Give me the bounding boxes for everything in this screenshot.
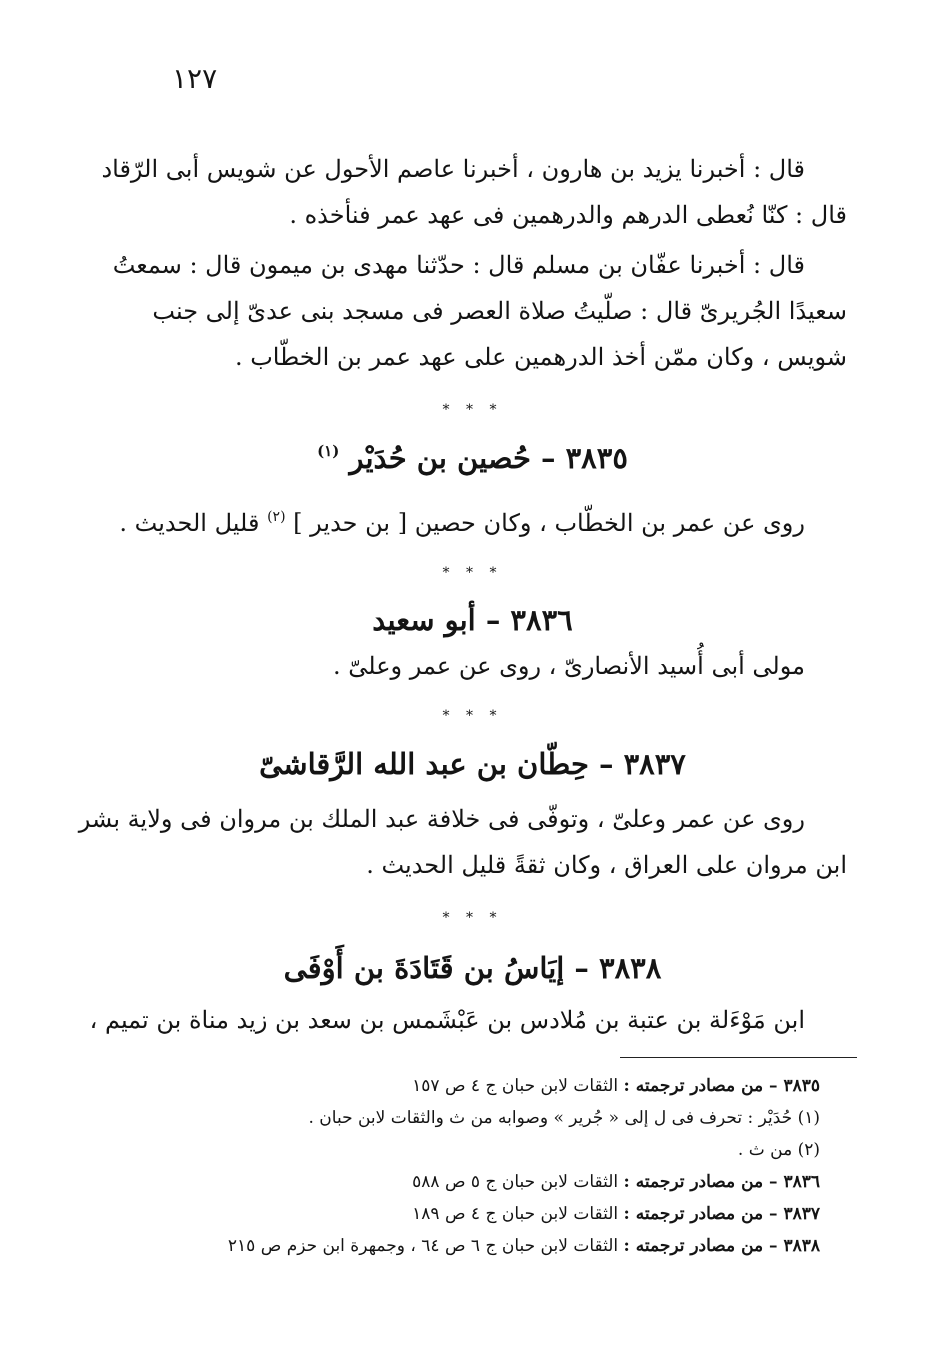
text-line: قال : كنّا نُعطى الدرهم والدرهمين فى عهد عمر فنأخذه . (289, 201, 847, 229)
entry-title: ٣٨٣٧ – حِطّان بن عبد الله الرَّقاشىّ (259, 747, 686, 781)
entry-body-3838 (89, 997, 847, 1043)
text-line: ابن مَوْءَلة بن عتبة بن مُلادس بن عَبْشَمس بن سعد بن زيد مناة بن تميم ، (89, 1006, 805, 1034)
footnote-item (160, 1070, 820, 1102)
text-line: شويس ، وكان ممّن أخذ الدرهمين على عهد عمر بن الخطّاب . (234, 343, 847, 371)
entry-heading-3837 (0, 744, 945, 784)
footnote-text: (١) حُدَيْر : تحرف فى ل إلى « جُرير » وصوابه من ث والثقات لابن حبان . (308, 1108, 820, 1128)
section-separator: * * * (442, 565, 503, 581)
entry-heading-3835 (0, 438, 945, 483)
footnote-label: ٣٨٣٧ – من مصادر ترجمته : (623, 1204, 820, 1224)
entry-title: ٣٨٣٥ – حُصين بن حُدَيْر (349, 441, 628, 475)
footnote-text: الثقات لابن حبان ج ٥ ص ٥٨٨ (412, 1172, 619, 1192)
footnote-text: الثقات لابن حبان ج ٤ ص ١٨٩ (412, 1204, 619, 1224)
footnote-label: ٣٨٣٦ – من مصادر ترجمته : (623, 1172, 820, 1192)
entry-body-3835 (119, 500, 847, 550)
entry-text: قليل الحديث . (119, 509, 260, 537)
entry-heading-3838 (0, 948, 945, 988)
text-line: روى عن عمر وعلىّ ، وتوفّى فى خلافة عبد الملك بن مروان فى ولاية بشر (78, 805, 805, 833)
page-number: ١٢٧ (172, 62, 218, 95)
footnote-text: (٢) من ث . (737, 1140, 820, 1160)
paragraph-2 (112, 242, 847, 380)
footnote-item (160, 1198, 820, 1230)
text-line: سعيدًا الجُريرىّ قال : صلّيتُ صلاة العصر فى مسجد بنى عدىّ إلى جنب (152, 297, 847, 325)
footnote-marker: (٢) (267, 509, 286, 525)
entry-title: ٣٨٣٨ – إيَاسُ بن قَتَادَةَ بن أَوْفَى (283, 951, 662, 985)
footnote-label: ٣٨٣٥ – من مصادر ترجمته : (623, 1076, 820, 1096)
footnote-marker: (١) (317, 442, 340, 460)
footnote-item (160, 1134, 820, 1166)
text-line: قال : أخبرنا عفّان بن مسلم قال : حدّثنا مهدى بن ميمون قال : سمعتُ (112, 251, 805, 279)
footnote-text: الثقات لابن حبان ج ٦ ص ٦٤ ، وجمهرة ابن حزم ص ٢١٥ (227, 1236, 619, 1256)
footnote-label: ٣٨٣٨ – من مصادر ترجمته : (623, 1236, 820, 1256)
section-separator: * * * (442, 402, 503, 418)
footnote-text: الثقات لابن حبان ج ٤ ص ١٥٧ (412, 1076, 619, 1096)
paragraph-1 (101, 146, 847, 238)
text-line (119, 500, 847, 550)
section-separator: * * * (442, 708, 503, 724)
entry-heading-3836 (0, 600, 945, 640)
entry-text: روى عن عمر بن الخطّاب ، وكان حصين [ بن حدير ] (293, 509, 805, 537)
section-separator: * * * (442, 910, 503, 926)
entry-body-3837 (78, 796, 847, 888)
footnote-item (160, 1102, 820, 1134)
text-line: مولى أبى أُسيد الأنصارىّ ، روى عن عمر وعلىّ . (333, 652, 805, 680)
text-line: ابن مروان على العراق ، وكان ثقةً قليل الحديث . (366, 851, 847, 879)
footnote-item (160, 1230, 820, 1262)
entry-title: ٣٨٣٦ – أبو سعيد (372, 603, 573, 637)
footnote-divider (620, 1057, 857, 1058)
text-line: قال : أخبرنا يزيد بن هارون ، أخبرنا عاصم الأحول عن شويس أبى الرّقاد (101, 155, 805, 183)
footnote-item (160, 1166, 820, 1198)
entry-body-3836 (147, 643, 847, 689)
footnotes (160, 1070, 820, 1262)
